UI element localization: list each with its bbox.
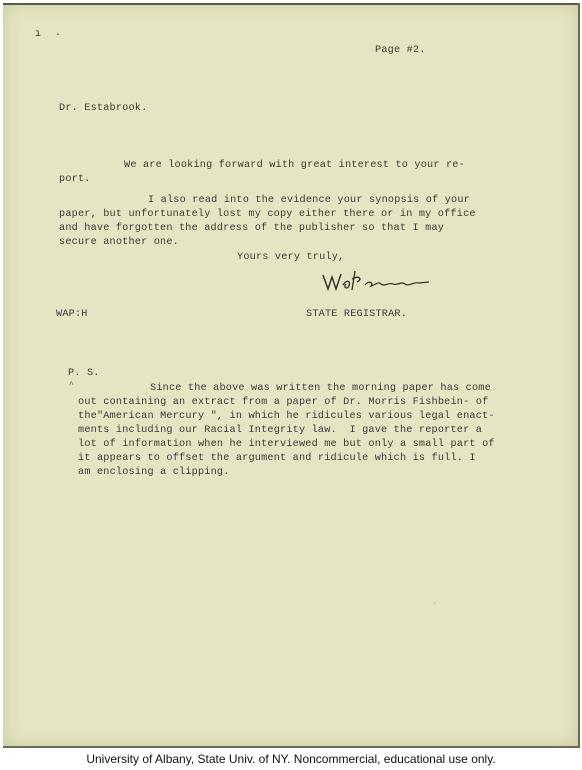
- typist-initials: WAP:H: [56, 309, 88, 320]
- footer-credit: University of Albany, State Univ. of NY. Noncommercial, educational use only.: [86, 752, 496, 766]
- ps-line: it appears to offset the argument and ridicule which is full. I: [78, 453, 476, 464]
- salutation: Dr. Estabrook.: [59, 103, 148, 114]
- paragraph-1-line: We are looking forward with great interest to your re-: [124, 160, 465, 171]
- letter-page: [3, 3, 580, 748]
- paragraph-1-line: port.: [59, 174, 91, 185]
- ps-line: lot of information when he interviewed me but only a small part of: [78, 439, 495, 450]
- ps-label: P. S.: [68, 368, 100, 379]
- paragraph-2-line: secure another one.: [59, 237, 179, 248]
- ps-line: am enclosing a clipping.: [78, 467, 230, 478]
- speck: ·: [433, 600, 437, 607]
- ps-line: out containing an extract from a paper of Dr. Morris Fishbein- of: [78, 397, 489, 408]
- paragraph-2-line: and have forgotten the address of the publisher so that I may: [59, 223, 445, 234]
- page-mark: ·: [55, 30, 62, 41]
- ps-line: Since the above was written the morning paper has come: [150, 383, 491, 394]
- paragraph-2-line: paper, but unfortunately lost my copy either there or in my office: [59, 209, 476, 220]
- ps-line: the"American Mercury ", in which he ridicules various legal enact-: [78, 411, 495, 422]
- page-number: Page #2.: [375, 45, 426, 56]
- ps-line: ments including our Racial Integrity law. I gave the reporter a: [78, 425, 483, 436]
- page-mark: ı: [35, 29, 42, 40]
- signature: [319, 265, 439, 295]
- ps-mark: ^: [69, 381, 74, 390]
- paragraph-2-line: I also read into the evidence your synopsis of your: [148, 195, 470, 206]
- signer-title: STATE REGISTRAR.: [306, 309, 408, 320]
- closing: Yours very truly,: [237, 252, 345, 263]
